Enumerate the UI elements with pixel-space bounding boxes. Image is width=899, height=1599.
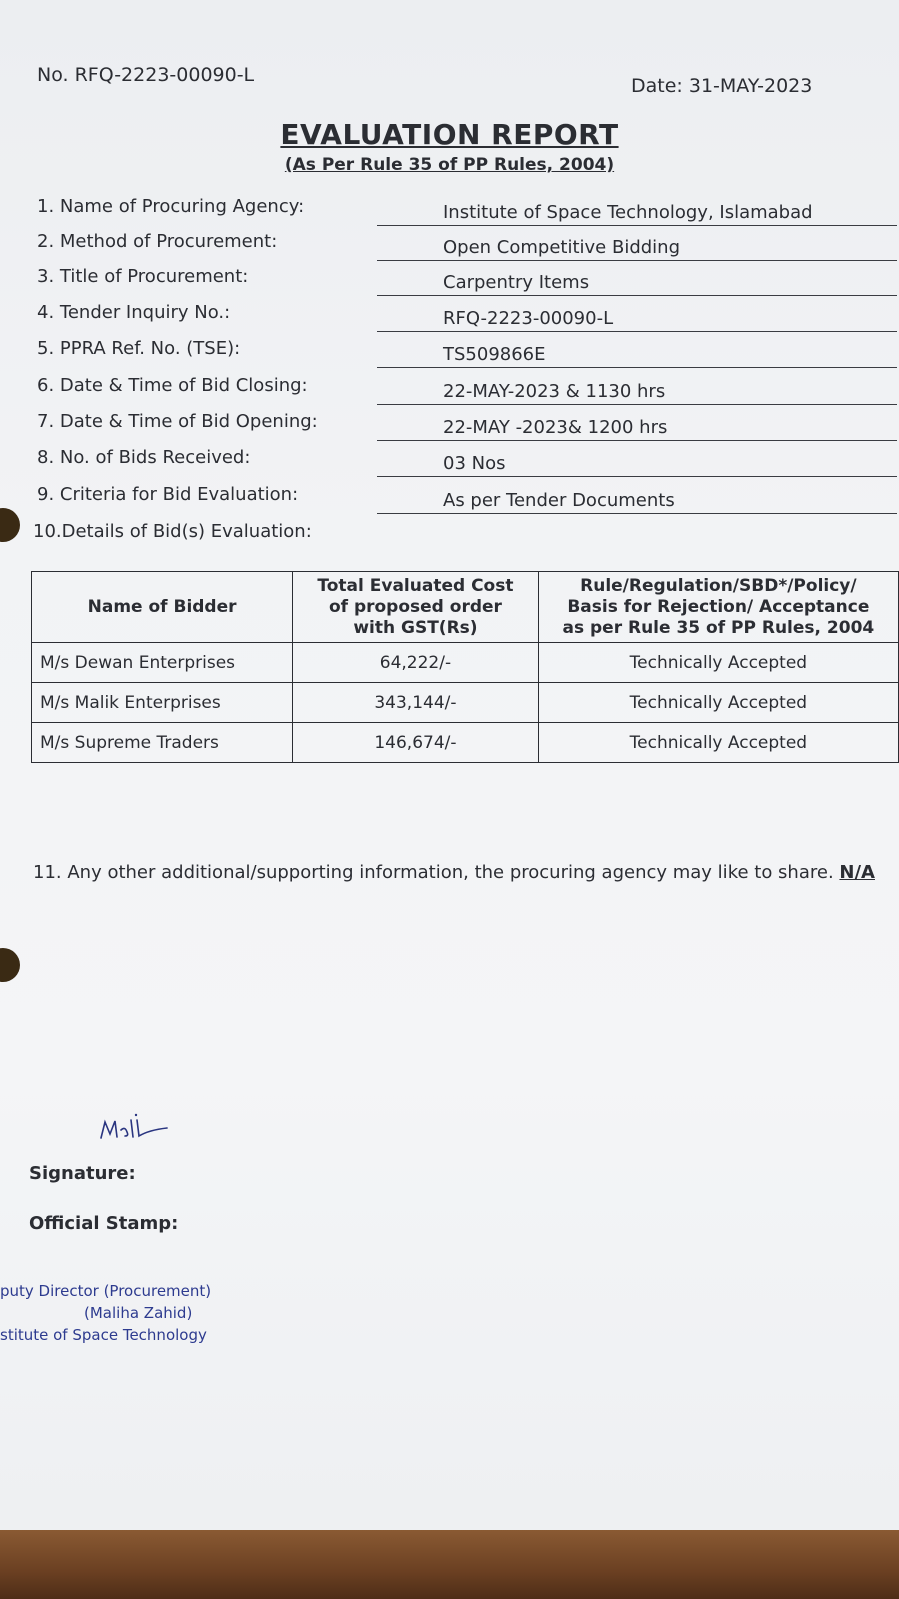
- field-label: 1. Name of Procuring Agency:: [37, 196, 305, 217]
- stamp-designation: puty Director (Procurement): [0, 1282, 212, 1300]
- field-label: 5. PPRA Ref. No. (TSE):: [37, 338, 241, 359]
- bid-cost: 343,144/-: [293, 683, 539, 723]
- punch-hole: [0, 508, 20, 542]
- field-label: 7. Date & Time of Bid Opening:: [37, 411, 318, 432]
- bid-cost: 146,674/-: [293, 723, 539, 763]
- bid-result: Technically Accepted: [538, 723, 898, 763]
- bid-result: Technically Accepted: [538, 683, 898, 723]
- stamp-officer-name: (Maliha Zahid): [84, 1304, 193, 1322]
- header-line: as per Rule 35 of PP Rules, 2004: [562, 617, 875, 638]
- bid-evaluation-table: [31, 571, 899, 763]
- field-tender-inquiry: [37, 302, 899, 332]
- field-criteria: [37, 484, 899, 514]
- field-details-heading: [33, 521, 899, 551]
- table-row: [32, 683, 899, 723]
- field-value: Institute of Space Technology, Islamabad: [377, 202, 897, 226]
- header-line: Basis for Rejection/ Acceptance: [567, 596, 870, 617]
- field-value: 22-MAY -2023& 1200 hrs: [377, 417, 897, 441]
- punch-hole: [0, 948, 20, 982]
- field-label: 3. Title of Procurement:: [37, 266, 249, 287]
- wooden-surface: [0, 1530, 899, 1599]
- field-label: 6. Date & Time of Bid Closing:: [37, 375, 308, 396]
- field-value: 22-MAY-2023 & 1130 hrs: [377, 381, 897, 405]
- field-title: [37, 266, 899, 296]
- bidder-name: M/s Dewan Enterprises: [32, 643, 293, 683]
- report-subtitle: (As Per Rule 35 of PP Rules, 2004): [284, 155, 615, 175]
- field-value: TS509866E: [377, 344, 897, 368]
- field-label: 10.Details of Bid(s) Evaluation:: [33, 521, 312, 542]
- header-line: Total Evaluated Cost: [317, 575, 514, 596]
- header-bidder-name: Name of Bidder: [32, 572, 293, 643]
- report-date: Date: 31-MAY-2023: [631, 75, 813, 97]
- field-label: 4. Tender Inquiry No.:: [37, 302, 231, 323]
- field-label: 2. Method of Procurement:: [37, 231, 278, 252]
- field-value: Carpentry Items: [377, 272, 897, 296]
- field-procuring-agency: [37, 196, 899, 226]
- field-value: As per Tender Documents: [377, 490, 897, 514]
- additional-info-text: 11. Any other additional/supporting information, the procuring agency may like to share.: [33, 862, 834, 883]
- additional-info-answer: N/A: [839, 862, 875, 883]
- bidder-name: M/s Supreme Traders: [32, 723, 293, 763]
- field-bid-closing: [37, 375, 899, 405]
- field-method: [37, 231, 899, 261]
- stamp-institution: stitute of Space Technology: [0, 1326, 207, 1344]
- table-header-row: [32, 572, 899, 643]
- field-label: 8. No. of Bids Received:: [37, 447, 251, 468]
- field-ppra-ref: [37, 338, 899, 368]
- handwritten-signature: [95, 1112, 175, 1146]
- header-line: with GST(Rs): [353, 617, 478, 638]
- header-total-cost: [293, 572, 539, 643]
- field-label: 9. Criteria for Bid Evaluation:: [37, 484, 299, 505]
- table-row: [32, 723, 899, 763]
- header-line: of proposed order: [328, 596, 502, 617]
- table-row: [32, 643, 899, 683]
- bidder-name: M/s Malik Enterprises: [32, 683, 293, 723]
- bid-result: Technically Accepted: [538, 643, 898, 683]
- field-value: RFQ-2223-00090-L: [377, 308, 897, 332]
- official-stamp-label: Official Stamp:: [29, 1213, 179, 1234]
- field-value: Open Competitive Bidding: [377, 237, 897, 261]
- field-value: 03 Nos: [377, 453, 897, 477]
- additional-info-paragraph: [33, 860, 893, 886]
- signature-label: Signature:: [29, 1163, 136, 1184]
- field-bid-opening: [37, 411, 899, 441]
- header-line: Rule/Regulation/SBD*/Policy/: [580, 575, 857, 596]
- header-basis: [538, 572, 898, 643]
- reference-number: No. RFQ-2223-00090-L: [37, 64, 255, 86]
- field-bids-received: [37, 447, 899, 477]
- official-stamp: [0, 1280, 211, 1346]
- bid-cost: 64,222/-: [293, 643, 539, 683]
- report-title: EVALUATION REPORT: [280, 118, 619, 151]
